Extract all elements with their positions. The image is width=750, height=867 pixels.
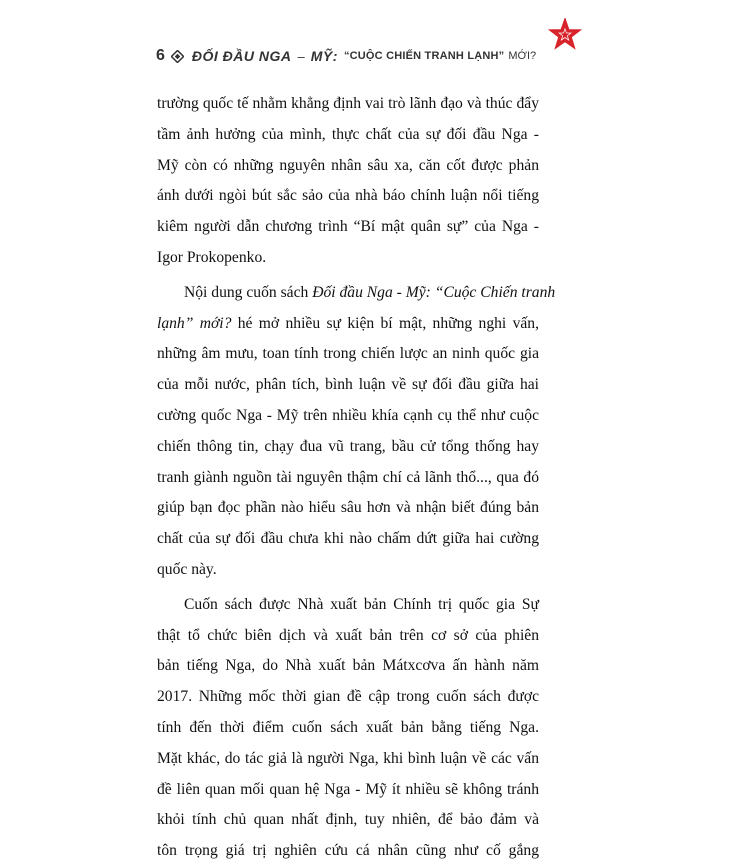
text-run: hé mở nhiều sự kiện bí mật, những nghi vấn, [231, 314, 539, 332]
text-line: tầm ảnh hưởng của mình, thực chất của sự đối đầu Nga - [157, 125, 539, 143]
text-line: những âm mưu, toan tính trong chiến lược an ninh quốc gia [157, 345, 539, 363]
book-subtitle-tail: MỚI? [508, 50, 537, 62]
page-number: 6 [156, 47, 165, 64]
text-line: chất của sự đối đầu chưa khi nào chấm dứt giữa hai cường [157, 530, 539, 548]
text-line: kiêm người dẫn chương trình “Bí mật quân sự” của Nga - [157, 218, 539, 236]
text-line: đề liên quan mối quan hệ Nga - Mỹ ít nhiều sẽ không tránh [157, 780, 539, 798]
book-series-title-part2: MỸ: [310, 48, 338, 64]
book-subtitle: “CUỘC CHIẾN TRANH LẠNH” [343, 50, 505, 62]
book-title-italic: Đối đầu Nga - Mỹ: “Cuộc Chiến tranh [312, 283, 556, 301]
text-line: tranh giành nguồn tài nguyên thậm chí cả lãnh thổ..., qua đó [157, 468, 539, 486]
text-line: Mặt khác, do tác giả là người Nga, khi bình luận về các vấn [157, 749, 539, 767]
running-header [156, 44, 626, 68]
text-line: tính đến thời điểm cuốn sách xuất bản bằng tiếng Nga. [157, 718, 539, 736]
book-title-italic: lạnh” mới? [157, 314, 232, 332]
text-line: chiến thông tin, chạy đua vũ trang, bầu cử tổng thống hay [157, 437, 539, 455]
text-line [157, 278, 556, 309]
text-line: trường quốc tế nhằm khẳng định vai trò lãnh đạo và thúc đẩy [157, 95, 539, 112]
text-line: ánh dưới ngòi bút sắc sảo của nhà báo chính luận nổi tiếng [157, 187, 539, 205]
text-line [157, 309, 539, 340]
text-line: Cuốn sách được Nhà xuất bản Chính trị quốc gia Sự [184, 595, 539, 613]
text-line: Igor Prokopenko. [157, 248, 267, 266]
text-line: 2017. Những mốc thời gian đề cập trong cuốn sách được [157, 688, 539, 706]
text-line: quốc này. [157, 560, 217, 578]
text-line: khỏi tính chủ quan nhất định, tuy nhiên, để bảo đảm và [157, 811, 539, 829]
header-dash: – [297, 48, 305, 64]
text-line: cường quốc Nga - Mỹ trên nhiều khía cạnh cụ thể như cuộc [157, 406, 539, 424]
text-line: bản tiếng Nga, do Nhà xuất bản Mátxcơva ấn hành năm [157, 657, 539, 675]
page-body-text [157, 89, 556, 867]
text-line: Mỹ còn có những nguyên nhân sâu xa, căn cốt được phản [157, 156, 539, 174]
text-line: thật tổ chức biên dịch và xuất bản trên cơ sở của phiên [157, 626, 539, 644]
text-run: Nội dung cuốn sách [184, 283, 313, 301]
text-line: tôn trọng giá trị nghiên cứu cá nhân cũng như cố gắng [157, 842, 539, 860]
book-series-title: ĐỐI ĐẦU NGA [191, 48, 292, 64]
text-line: giúp bạn đọc phần nào hiểu sâu hơn và nhận biết đúng bản [157, 499, 539, 517]
text-line: của mỗi nước, phân tích, bình luận về sự đối đầu giữa hai [157, 376, 539, 394]
diamond-ornament-icon [171, 50, 184, 63]
